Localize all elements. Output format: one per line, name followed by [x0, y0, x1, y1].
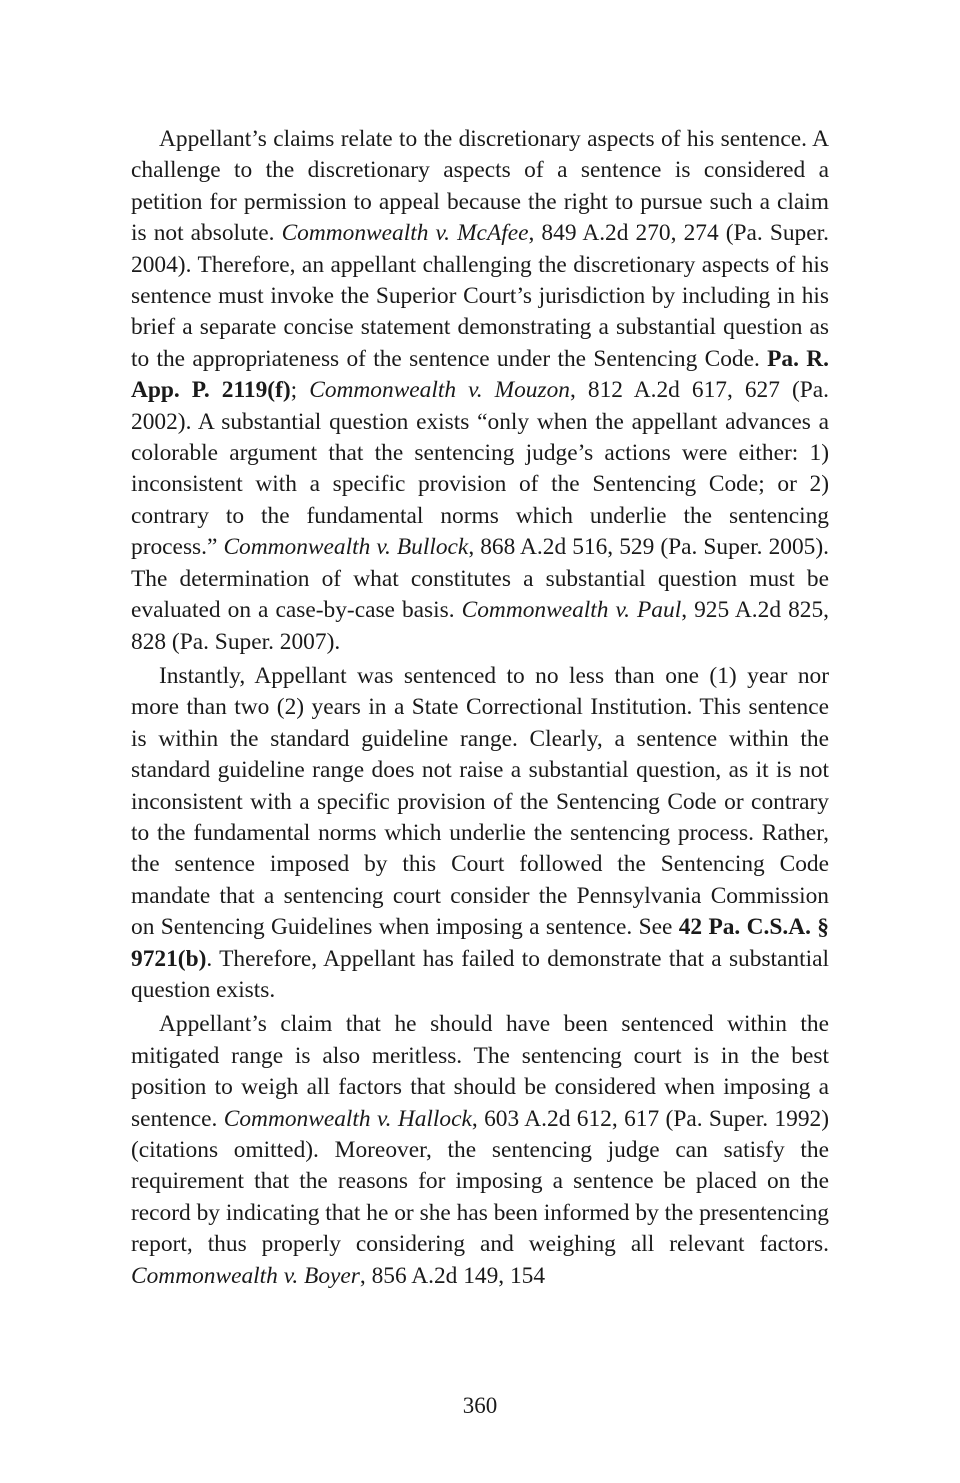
case-citation: Commonwealth v. McAfee: [281, 220, 529, 247]
rule-citation: Pa. R. App. P. 2119(f): [131, 345, 829, 404]
text-run: , 856 A.2d 149, 154: [359, 1262, 546, 1289]
text-run: , 812 A.2d 617, 627 (Pa. 2002). A substantial question exists “only when the appellant advances a colorable argument that the sentencing judge’s actions were either: 1) inconsistent with a specific provision of the Sentencing Code; or 2) contrary to the fundamental norms which underlie the sentencing process.”: [131, 377, 829, 561]
paragraph-2: [131, 661, 829, 1006]
text-run: , 849 A.2d 270, 274 (Pa. Super. 2004). Therefore, an appellant challenging the discretionary aspects of his sentence must invoke the Superior Court’s jurisdiction by including in his brief a separate concise statement demonstrating a substantial question as to the appropriateness of the sentence under the Sentencing Code.: [131, 220, 829, 372]
paragraph-3: [131, 1009, 829, 1292]
text-run: ;: [290, 377, 310, 404]
case-citation: Commonwealth v. Mouzon: [309, 377, 570, 404]
page-number: 360: [462, 1393, 498, 1418]
statute-citation: 42 Pa. C.S.A. § 9721(b): [131, 914, 829, 972]
case-citation: Commonwealth v. Paul: [461, 597, 682, 624]
body-text: [131, 124, 829, 1295]
text-run: Instantly, Appellant was sentenced to no less than one (1) year nor more than two (2) years in a State Correctional Institution. This sentence is within the standard guideline range. Clearly, a sentence within the standard guideline range does not raise a substantial question, as it is not inconsistent with a specific provision of the Sentencing Code or contrary to the fundamental norms which underlie the sentencing process. Rather, the sentence imposed by this Court followed the Sentencing Code mandate that a sentencing court consider the Pennsylvania Commission on Sentencing Guidelines when imposing a sentence. See: [131, 662, 829, 941]
text-run: , 603 A.2d 612, 617 (Pa. Super. 1992) (citations omitted). Moreover, the sentencing judge can satisfy the requirement that the reasons for imposing a sentence be placed on the record by indicating that he or she has been informed by the presentencing report, thus properly considering and weighing all relevant factors.: [131, 1105, 830, 1258]
text-run: Appellant’s claims relate to the discretionary aspects of his sentence. A challenge to the discretionary aspects of a sentence is considered a petition for permission to appeal because the right to pursue such a claim is not absolute.: [131, 126, 829, 247]
paragraph-1: [131, 124, 829, 658]
case-citation: Commonwealth v. Bullock: [223, 534, 469, 561]
case-citation: Commonwealth v. Boyer: [131, 1262, 360, 1289]
text-run: Appellant’s claim that he should have been sentenced within the mitigated range is also meritless. The sentencing court is in the best position to weigh all factors that should be considered when imposing a sentence.: [131, 1011, 829, 1132]
text-run: , 925 A.2d 825, 828 (Pa. Super. 2007).: [131, 597, 829, 655]
case-citation: Commonwealth v. Hallock: [223, 1105, 472, 1132]
text-run: , 868 A.2d 516, 529 (Pa. Super. 2005). The determination of what constitutes a substantial question must be evaluated on a case-by-case basis.: [131, 534, 829, 624]
text-run: . Therefore, Appellant has failed to demonstrate that a substantial question exists.: [131, 945, 829, 1003]
